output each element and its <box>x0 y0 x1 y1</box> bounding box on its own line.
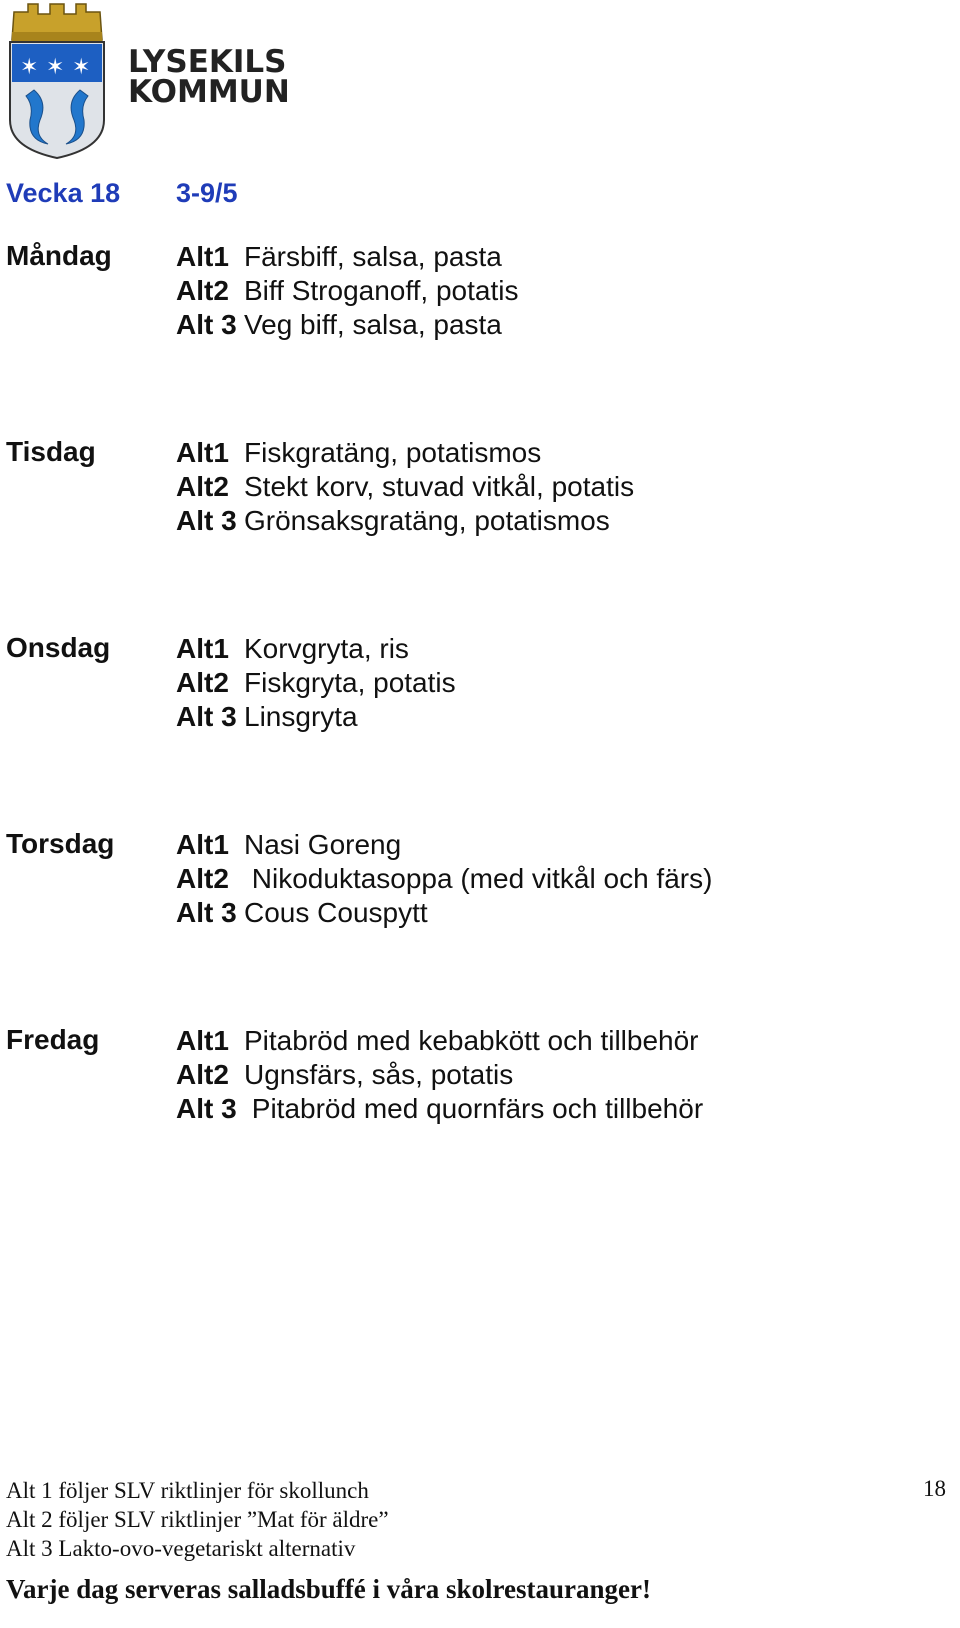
menu-alternative <box>176 274 518 308</box>
day-5 <box>6 1024 906 1134</box>
dish-name: Fiskgratäng, potatismos <box>244 437 542 468</box>
menu-alternative <box>176 1024 703 1058</box>
alt-label: Alt 3 <box>176 1093 237 1124</box>
day-name: Onsdag <box>6 632 111 663</box>
dish-name: Pitabröd med kebabkött och tillbehör <box>244 1025 699 1056</box>
alt-label: Alt2 <box>176 863 229 894</box>
menu-alternatives <box>176 240 518 342</box>
svg-text:✶: ✶ <box>46 55 65 80</box>
dish-name: Nasi Goreng <box>244 829 402 860</box>
svg-text:✶: ✶ <box>72 55 91 80</box>
dish-name: Färsbiff, salsa, pasta <box>244 241 502 272</box>
menu-alternative <box>176 504 634 538</box>
menu-alternative <box>176 470 634 504</box>
alt-label: Alt2 <box>176 1059 229 1090</box>
dish-name: Nikoduktasoppa (med vitkål och färs) <box>244 863 713 894</box>
page-number: 18 <box>923 1476 946 1501</box>
menu-alternative <box>176 862 712 896</box>
week-dates: 3-9/5 <box>176 178 238 208</box>
menu-alternatives <box>176 1024 703 1126</box>
dish-name: Biff Stroganoff, potatis <box>244 275 519 306</box>
alt-label: Alt1 <box>176 437 229 468</box>
day-3 <box>6 632 906 742</box>
alt-label: Alt1 <box>176 241 229 272</box>
salad-buffet-tagline: Varje dag serveras salladsbuffé i våra skolrestauranger! <box>6 1574 651 1604</box>
dish-name: Veg biff, salsa, pasta <box>244 309 502 340</box>
menu-alternative <box>176 436 634 470</box>
dish-name: Stekt korv, stuvad vitkål, potatis <box>244 471 635 502</box>
menu-alternative <box>176 896 712 930</box>
menu-alternatives <box>176 436 634 538</box>
alt-label: Alt 3 <box>176 505 237 536</box>
week-heading <box>6 178 238 209</box>
week-label: Vecka 18 <box>6 178 121 208</box>
svg-text:✶: ✶ <box>20 55 39 80</box>
menu-alternative <box>176 240 518 274</box>
menu-alternative <box>176 632 456 666</box>
logo-text-line2: KOMMUN <box>128 74 290 110</box>
menu-alternatives <box>176 828 712 930</box>
footer-note: Alt 2 följer SLV riktlinjer ”Mat för äldre” <box>6 1507 389 1532</box>
alt-label: Alt2 <box>176 275 229 306</box>
alt-label: Alt2 <box>176 471 229 502</box>
menu-alternative <box>176 666 456 700</box>
day-2 <box>6 436 906 546</box>
day-4 <box>6 828 906 938</box>
alt-label: Alt1 <box>176 1025 229 1056</box>
dish-name: Ugnsfärs, sås, potatis <box>244 1059 514 1090</box>
dish-name: Fiskgryta, potatis <box>244 667 456 698</box>
menu-alternative <box>176 1092 703 1126</box>
day-name: Torsdag <box>6 828 115 859</box>
dish-name: Cous Couspytt <box>244 897 428 928</box>
menu-alternative <box>176 828 712 862</box>
coat-of-arms-icon <box>4 2 304 162</box>
dish-name: Pitabröd med quornfärs och tillbehör <box>244 1093 704 1124</box>
footer-note: Alt 1 följer SLV riktlinjer för skollunch <box>6 1478 369 1503</box>
alt-label: Alt1 <box>176 829 229 860</box>
dish-name: Korvgryta, ris <box>244 633 409 664</box>
menu-alternative <box>176 1058 703 1092</box>
day-1 <box>6 240 906 350</box>
menu-alternative <box>176 308 518 342</box>
dish-name: Grönsaksgratäng, potatismos <box>244 505 610 536</box>
day-name: Måndag <box>6 240 112 271</box>
lysekils-kommun-logo <box>4 2 304 162</box>
alt-label: Alt1 <box>176 633 229 664</box>
logo-text-line1: LYSEKILS <box>128 44 287 80</box>
day-name: Tisdag <box>6 436 96 467</box>
menu-alternative <box>176 700 456 734</box>
alt-label: Alt 3 <box>176 897 237 928</box>
menu-alternatives <box>176 632 456 734</box>
alt-label: Alt 3 <box>176 309 237 340</box>
footer-note: Alt 3 Lakto-ovo-vegetariskt alternativ <box>6 1536 356 1561</box>
footer-notes <box>6 1476 946 1563</box>
alt-label: Alt2 <box>176 667 229 698</box>
dish-name: Linsgryta <box>244 701 358 732</box>
day-name: Fredag <box>6 1024 100 1055</box>
alt-label: Alt 3 <box>176 701 237 732</box>
